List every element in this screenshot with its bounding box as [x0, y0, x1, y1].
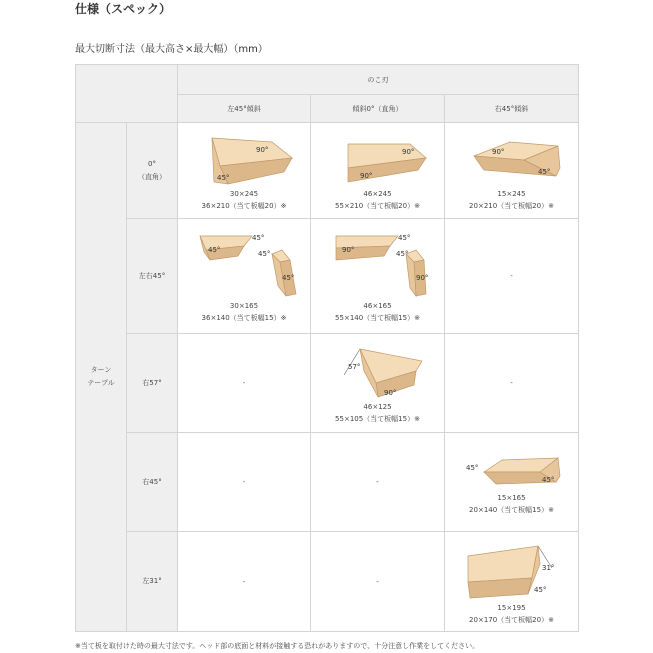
svg-text:90°: 90° — [341, 246, 354, 254]
footnote: ※当て板を取付けた時の最大寸法です。ヘッド部の底面と材料が接触する恐れがありますので、十分注意し作業をしてください。 — [75, 642, 480, 650]
cut-diagram — [452, 448, 572, 492]
cut-cell: 90° 90° 46×245 55×210（当て板幅20）※ — [311, 123, 445, 219]
svg-text:45°: 45° — [252, 234, 265, 242]
cut-diagram — [318, 341, 438, 401]
empty-cell: - — [445, 334, 579, 433]
cut-cell: 31° 45° 15×195 20×170（当て板幅20）※ — [445, 532, 579, 632]
row-label-lr45: 左右45° — [127, 219, 178, 334]
column-header-right45: 右45°傾斜 — [445, 95, 579, 123]
cut-cell: 90° 45° 15×245 20×210（当て板幅20）※ — [445, 123, 579, 219]
row-label-r45: 右45° — [127, 433, 178, 532]
cut-cell: 45° 90° 45° 90° 46×165 55×140（当て板幅15）※ — [311, 219, 445, 334]
turntable-label: ターン テーブル — [76, 123, 127, 632]
svg-text:45°: 45° — [217, 173, 230, 182]
empty-cell: - — [445, 219, 579, 334]
cut-diagram — [182, 228, 306, 300]
empty-cell: - — [311, 433, 445, 532]
column-header-left45: 左45°傾斜 — [178, 95, 311, 123]
svg-text:31°: 31° — [541, 563, 554, 572]
row-label-0deg: 0° （直角） — [127, 123, 178, 219]
column-header-0: 傾斜0°（直角） — [311, 95, 445, 123]
spec-table — [75, 64, 579, 632]
svg-text:45°: 45° — [208, 246, 221, 254]
empty-cell: - — [311, 532, 445, 632]
cut-cell: 45° 45° 15×165 20×140（当て板幅15）※ — [445, 433, 579, 532]
svg-text:45°: 45° — [537, 167, 550, 176]
cut-diagram — [316, 228, 440, 300]
svg-text:90°: 90° — [491, 147, 504, 156]
empty-cell: - — [178, 532, 311, 632]
row-label-l31: 左31° — [127, 532, 178, 632]
svg-text:90°: 90° — [256, 145, 269, 154]
svg-text:45°: 45° — [533, 585, 546, 594]
cut-diagram — [318, 130, 438, 188]
svg-text:45°: 45° — [465, 464, 478, 472]
svg-text:45°: 45° — [282, 274, 295, 282]
svg-text:45°: 45° — [541, 476, 554, 484]
svg-text:90°: 90° — [359, 171, 372, 180]
section-title: 最大切断寸法（最大高さ×最大幅）（mm） — [75, 44, 268, 55]
svg-text:57°: 57° — [347, 363, 360, 371]
svg-text:45°: 45° — [258, 250, 271, 258]
cut-diagram — [452, 538, 572, 602]
svg-text:90°: 90° — [401, 147, 414, 156]
cut-diagram — [184, 130, 304, 188]
row-label-r57: 右57° — [127, 334, 178, 433]
svg-text:45°: 45° — [397, 234, 410, 242]
empty-cell: - — [178, 334, 311, 433]
svg-text:45°: 45° — [395, 250, 408, 258]
cut-diagram — [452, 130, 572, 188]
saw-header: のこ刃 — [178, 65, 579, 95]
page-title: 仕様（スペック） — [75, 2, 172, 16]
corner-cell — [76, 65, 178, 123]
cut-cell: 57° 90° 46×125 55×105（当て板幅15）※ — [311, 334, 445, 433]
svg-text:90°: 90° — [415, 274, 428, 282]
svg-text:90°: 90° — [383, 389, 396, 397]
empty-cell: - — [178, 433, 311, 532]
cut-cell: 90° 45° 30×245 36×210（当て板幅20）※ — [178, 123, 311, 219]
cut-cell: 45° 45° 45° 45° 30×165 36×140（当て板幅15）※ — [178, 219, 311, 334]
